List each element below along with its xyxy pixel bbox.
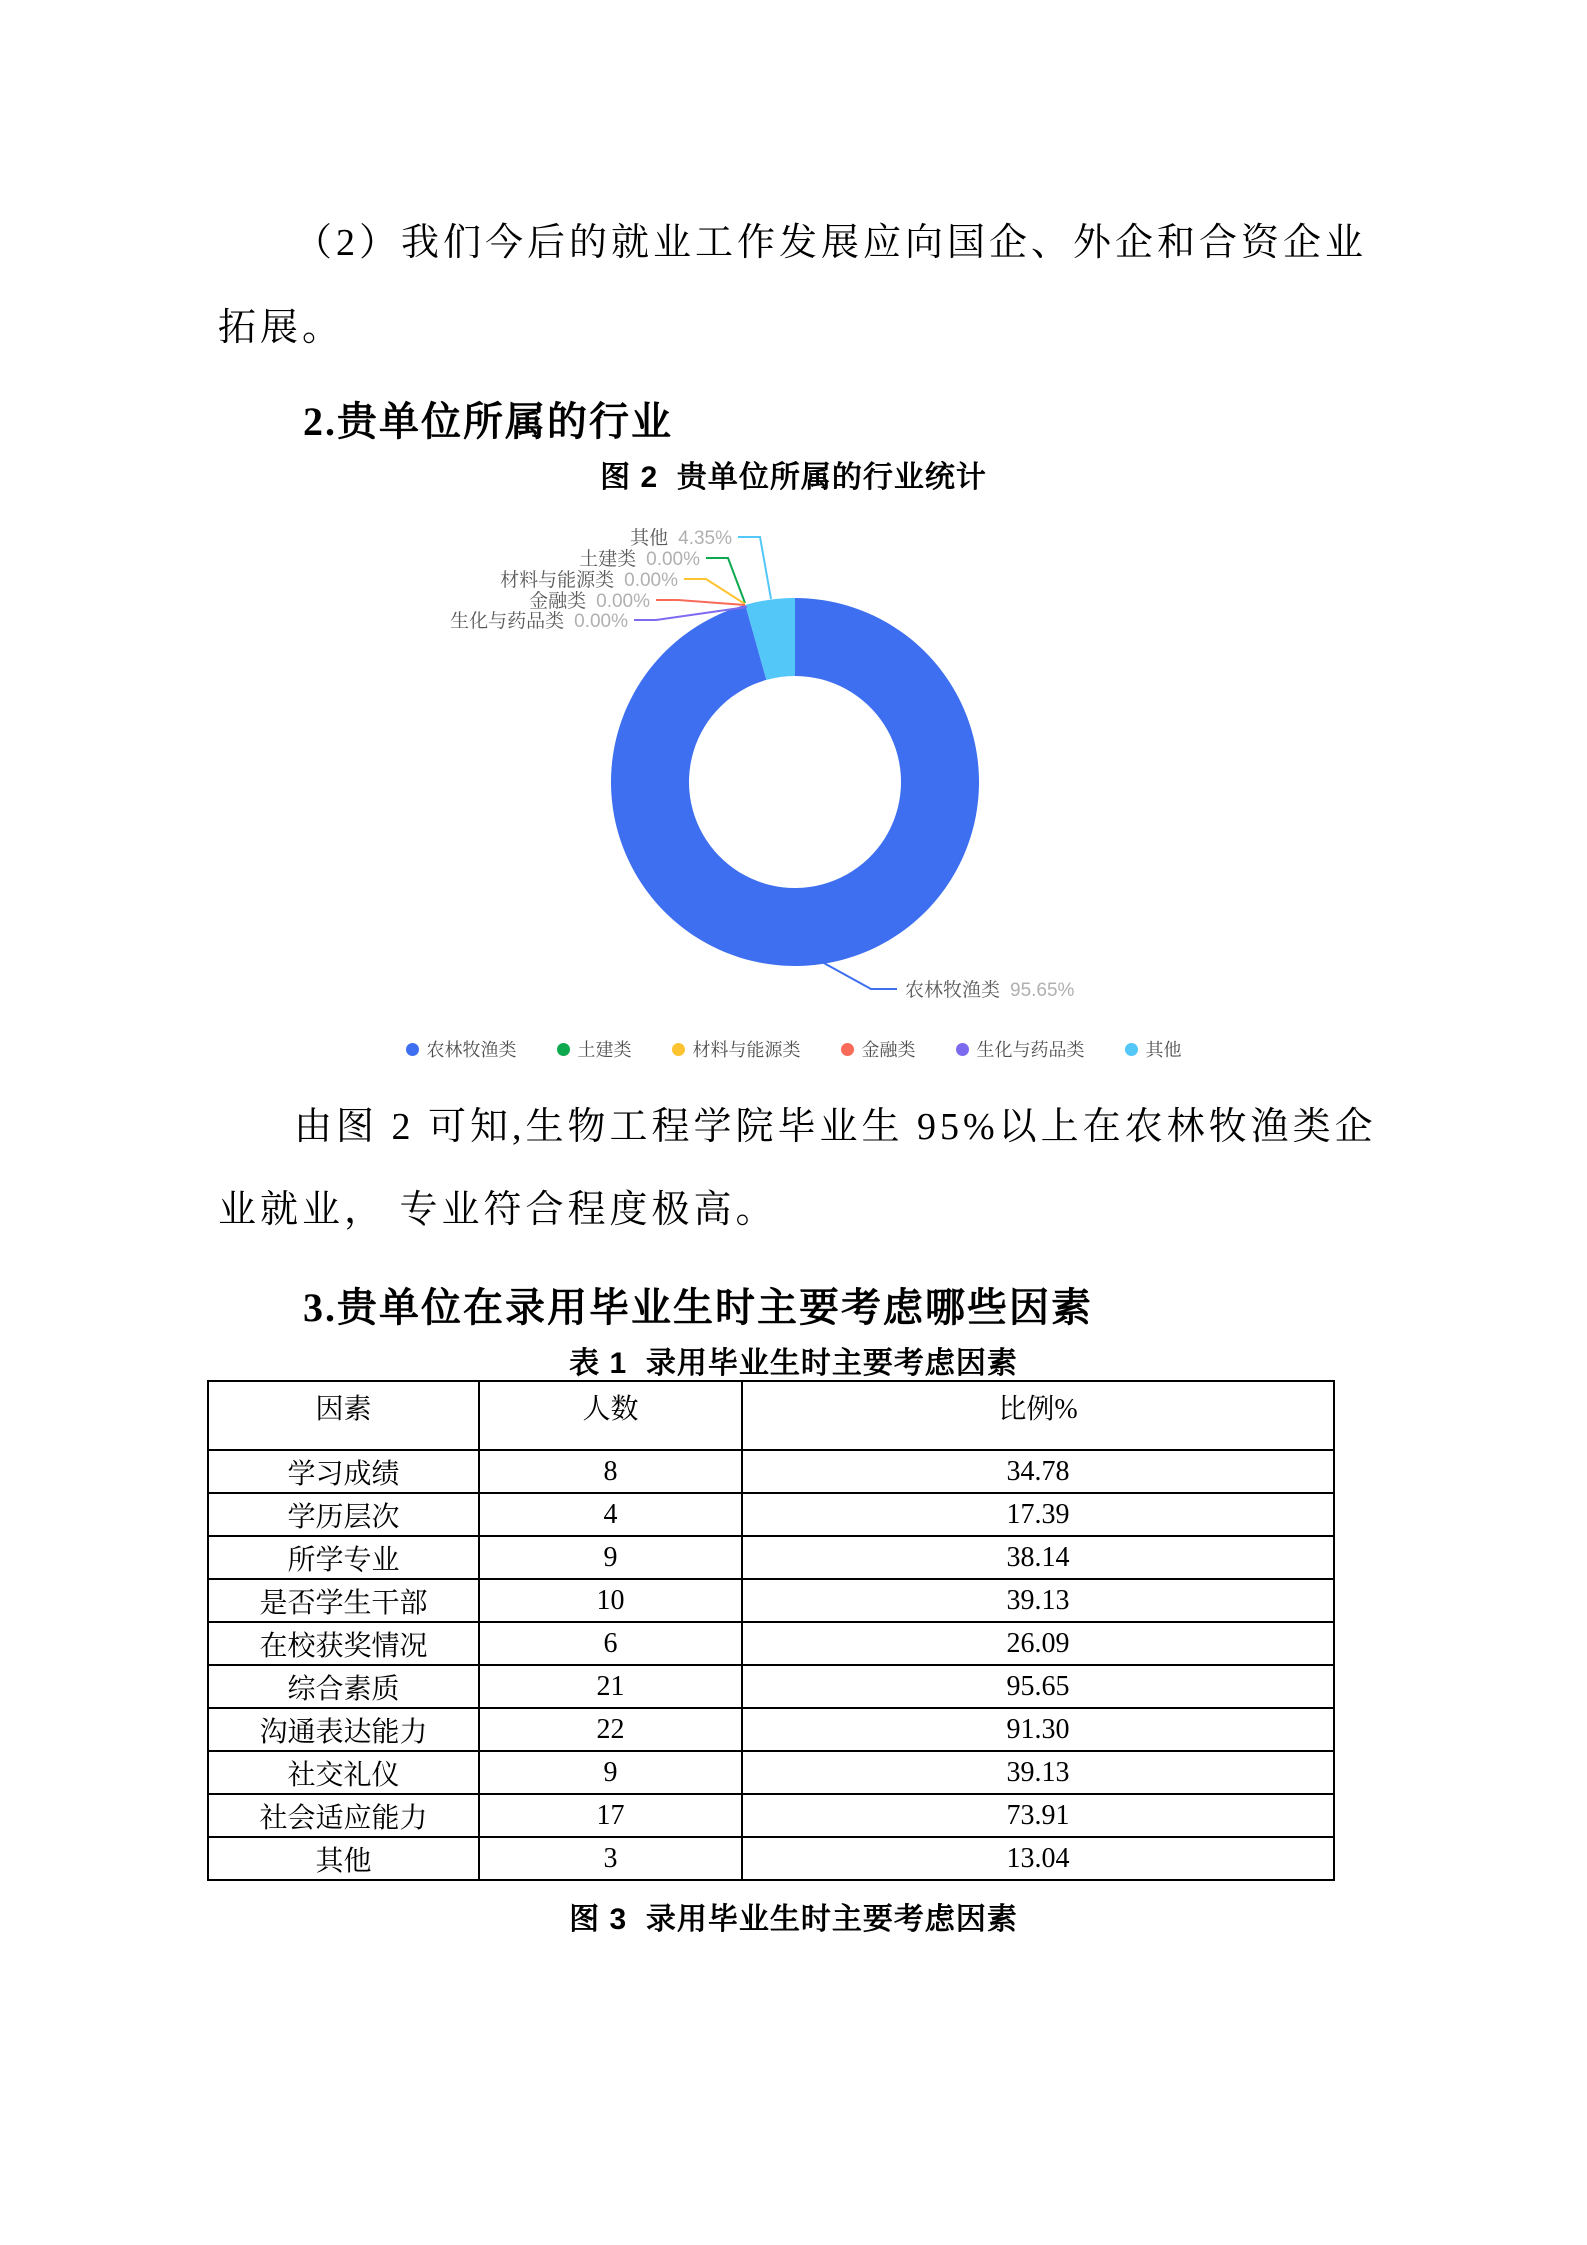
- table-cell: 39.13: [742, 1751, 1334, 1794]
- donut-chart: [0, 500, 1587, 1100]
- legend-label: 农林牧渔类: [426, 1040, 517, 1060]
- section-heading-2: 2.贵单位所属的行业: [303, 399, 673, 444]
- legend-label: 金融类: [861, 1040, 916, 1060]
- legend-item-金融类: [841, 1036, 916, 1062]
- table-cell: 39.13: [742, 1579, 1334, 1622]
- legend-label: 材料与能源类: [692, 1040, 801, 1060]
- paragraph-1-line-1: （2）我们今后的就业工作发展应向国企、外企和合资企业: [294, 222, 1368, 264]
- leader-line-土建类: [706, 558, 745, 603]
- table-header-factor: 因素: [208, 1381, 479, 1450]
- factors-table: [207, 1380, 1335, 1881]
- legend-item-其他: [1125, 1036, 1182, 1062]
- legend-item-土建类: [557, 1036, 632, 1062]
- table-cell: 学历层次: [208, 1493, 479, 1536]
- table-row: [208, 1708, 1334, 1751]
- chart-label-金融类: 金融类 0.00%: [529, 591, 650, 612]
- legend-dot-icon: [406, 1043, 419, 1056]
- table-row: [208, 1837, 1334, 1880]
- paragraph-2-line-1: 由图 2 可知,生物工程学院毕业生 95%以上在农林牧渔类企: [294, 1106, 1377, 1148]
- table-cell: 34.78: [742, 1450, 1334, 1493]
- table-row: [208, 1536, 1334, 1579]
- legend-label: 土建类: [577, 1040, 632, 1060]
- table-cell: 沟通表达能力: [208, 1708, 479, 1751]
- table-cell: 91.30: [742, 1708, 1334, 1751]
- table-cell: 38.14: [742, 1536, 1334, 1579]
- table-cell: 学习成绩: [208, 1450, 479, 1493]
- table-cell: 10: [479, 1579, 742, 1622]
- table-row: [208, 1665, 1334, 1708]
- legend-label: 生化与药品类: [976, 1040, 1085, 1060]
- paragraph-2-line-2: 业就业， 专业符合程度极高。: [218, 1189, 778, 1231]
- table-cell: 13.04: [742, 1837, 1334, 1880]
- table-cell: 在校获奖情况: [208, 1622, 479, 1665]
- chart-label-其他: 其他 4.35%: [630, 528, 732, 549]
- chart-label-农林牧渔类: 农林牧渔类 95.65%: [905, 980, 1075, 1001]
- legend-dot-icon: [1125, 1043, 1138, 1056]
- table-row: [208, 1450, 1334, 1493]
- leader-line-其他: [738, 537, 771, 599]
- figure-3-caption: 图 3 录用毕业生时主要考虑因素: [569, 1903, 1018, 1936]
- figure-2-title: 图 2 贵单位所属的行业统计: [600, 461, 987, 494]
- table-cell: 95.65: [742, 1665, 1334, 1708]
- section-heading-3: 3.贵单位在录用毕业生时主要考虑哪些因素: [303, 1285, 1093, 1330]
- table-1-title: 表 1 录用毕业生时主要考虑因素: [569, 1347, 1018, 1380]
- legend-item-生化与药品类: [956, 1036, 1085, 1062]
- table-cell: 6: [479, 1622, 742, 1665]
- table-cell: 4: [479, 1493, 742, 1536]
- table-cell: 8: [479, 1450, 742, 1493]
- table-cell: 17: [479, 1794, 742, 1837]
- table-row: [208, 1622, 1334, 1665]
- legend-dot-icon: [672, 1043, 685, 1056]
- table-cell: 社会适应能力: [208, 1794, 479, 1837]
- table-cell: 9: [479, 1536, 742, 1579]
- table-cell: 其他: [208, 1837, 479, 1880]
- table-header-count: 人数: [479, 1381, 742, 1450]
- table-header-percent: 比例%: [742, 1381, 1334, 1450]
- chart-label-生化与药品类: 生化与药品类 0.00%: [450, 611, 628, 632]
- table-cell: 所学专业: [208, 1536, 479, 1579]
- table-row: [208, 1751, 1334, 1794]
- table-cell: 9: [479, 1751, 742, 1794]
- table-cell: 73.91: [742, 1794, 1334, 1837]
- legend-item-材料与能源类: [672, 1036, 801, 1062]
- table-cell: 17.39: [742, 1493, 1334, 1536]
- leader-line-农林牧渔类: [822, 962, 897, 989]
- table-cell: 是否学生干部: [208, 1579, 479, 1622]
- table-cell: 综合素质: [208, 1665, 479, 1708]
- legend-dot-icon: [841, 1043, 854, 1056]
- table-row: [208, 1579, 1334, 1622]
- legend-dot-icon: [557, 1043, 570, 1056]
- table-cell: 21: [479, 1665, 742, 1708]
- paragraph-1-line-2: 拓展。: [218, 307, 345, 349]
- table-cell: 社交礼仪: [208, 1751, 479, 1794]
- legend-label: 其他: [1145, 1040, 1182, 1060]
- table-header-row: [208, 1381, 1334, 1450]
- chart-label-土建类: 土建类 0.00%: [579, 549, 700, 570]
- chart-label-材料与能源类: 材料与能源类 0.00%: [500, 570, 678, 591]
- leader-line-金融类: [656, 600, 745, 605]
- table-cell: 22: [479, 1708, 742, 1751]
- legend-item-农林牧渔类: [406, 1036, 517, 1062]
- table-cell: 26.09: [742, 1622, 1334, 1665]
- chart-legend: [0, 1036, 1587, 1062]
- table-cell: 3: [479, 1837, 742, 1880]
- table-row: [208, 1794, 1334, 1837]
- table-row: [208, 1493, 1334, 1536]
- legend-dot-icon: [956, 1043, 969, 1056]
